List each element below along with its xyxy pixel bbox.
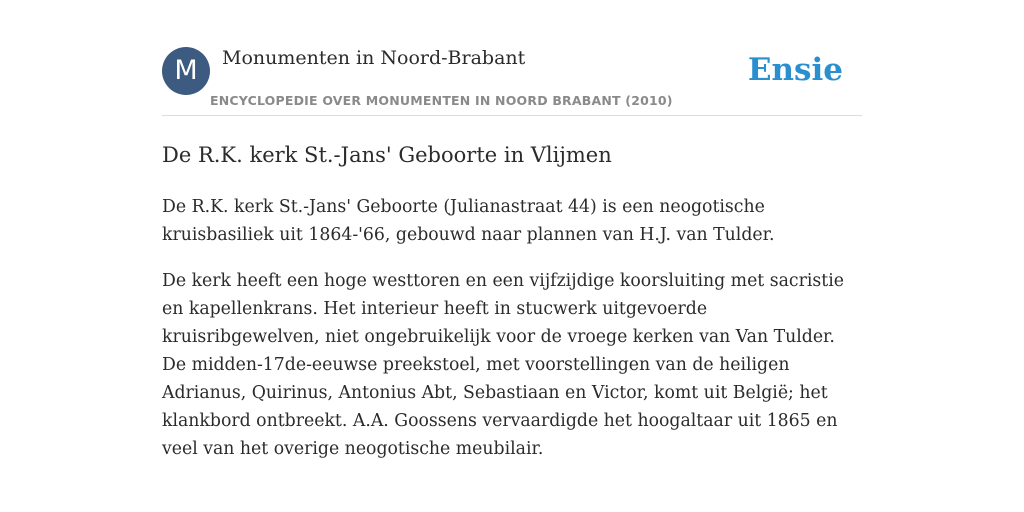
ensie-logo[interactable]: Ensie (747, 52, 843, 88)
article-title: De R.K. kerk St.-Jans' Geboorte in Vlijmen (162, 143, 612, 167)
article-paragraph-1: De R.K. kerk St.-Jans' Geboorte (Julianastraat 44) is een neogotische kruisbasiliek uit 1864-'66, gebouwd naar plannen van H.J. van Tulder. (162, 197, 775, 245)
article (162, 140, 862, 463)
source-avatar[interactable]: M (162, 47, 210, 95)
source-header (162, 46, 862, 116)
article-paragraph-2: De kerk heeft een hoge westtoren en een vijfzijdige koorsluiting met sacristie en kapellenkrans. Het interieur heeft in stucwerk uitgevoerde kruisribgewelven, niet ongebruikelijk voor de vroege kerken van Van Tulder. De midden-17de-eeuwse preekstoel, met voorstellingen van de heiligen Adrianus, Quirinus, Antonius Abt, Sebastiaan en Victor, komt uit België; het klankbord ontbreekt. A.A. Goossens vervaardigde het hoogaltaar uit 1865 en veel van het overige neogotische meubilair. (162, 271, 844, 459)
source-title[interactable]: Monumenten in Noord-Brabant (222, 47, 526, 69)
source-subtitle: ENCYCLOPEDIE OVER MONUMENTEN IN NOORD BRABANT (2010) (210, 93, 673, 108)
